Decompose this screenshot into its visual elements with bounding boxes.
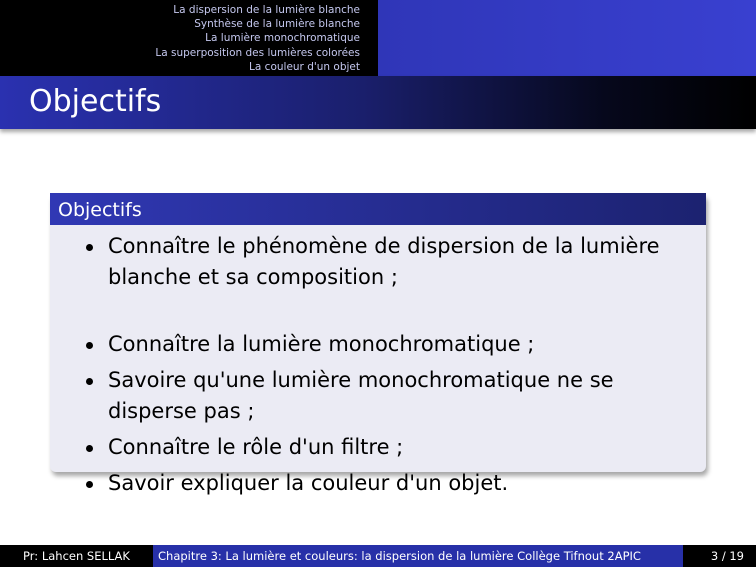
list-item: [108, 365, 693, 427]
section-link[interactable]: La superposition des lumières colorées: [155, 46, 360, 59]
list-item: [108, 468, 693, 499]
footer-title: Chapitre 3: La lumière et couleurs: la dispersion de la lumière Collège Tifnout 2APIC: [153, 545, 683, 567]
section-link[interactable]: La couleur d'un objet: [249, 60, 360, 73]
bullet-icon: [86, 244, 93, 251]
bullet-icon: [86, 342, 93, 349]
objectives-block: [50, 193, 706, 495]
section-link[interactable]: Synthèse de la lumière blanche: [194, 18, 360, 31]
section-link[interactable]: La lumière monochromatique: [205, 32, 360, 45]
list-item: [108, 231, 693, 293]
page-number: 3 / 19: [683, 545, 756, 567]
frame-title: Objectifs: [29, 84, 162, 119]
bullet-icon: [86, 378, 93, 385]
frame-title-bar: [0, 76, 756, 129]
list-item-text: Connaître le phénomène de dispersion de la lumière blanche et sa composition ;: [108, 234, 660, 289]
section-navigation: [0, 0, 378, 76]
list-item-text: Savoire qu'une lumière monochromatique ne se disperse pas ;: [108, 368, 614, 423]
list-item-text: Connaître le rôle d'un filtre ;: [108, 435, 404, 459]
list-item-text: Savoir expliquer la couleur d'un objet.: [108, 471, 509, 495]
headline-bar: [0, 0, 756, 76]
footer-bar: [0, 545, 756, 567]
list-item: [108, 329, 693, 360]
bullet-icon: [86, 481, 93, 488]
section-link[interactable]: La dispersion de la lumière blanche: [173, 4, 360, 16]
subsection-navigation: [378, 0, 756, 76]
footer-author: Pr: Lahcen SELLAK: [0, 545, 153, 567]
list-item-text: Connaître la lumière monochromatique ;: [108, 332, 535, 356]
bullet-icon: [86, 445, 93, 452]
block-title: Objectifs: [50, 193, 706, 225]
list-item: [108, 432, 693, 463]
